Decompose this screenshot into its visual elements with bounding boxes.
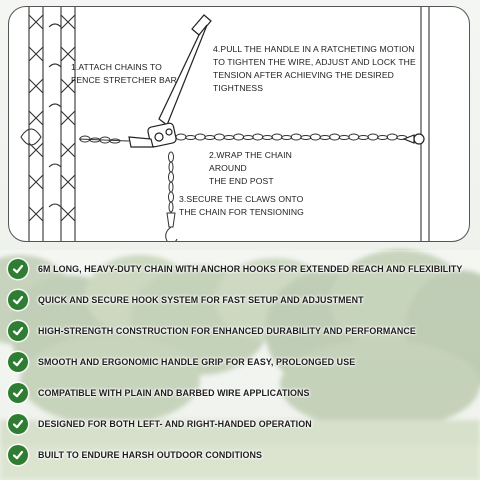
chain-link <box>243 136 253 140</box>
chain-link <box>330 134 340 140</box>
check-circle-icon <box>8 290 28 310</box>
feature-text: 6M LONG, HEAVY-DUTY CHAIN WITH ANCHOR HOOKS FOR EXTENDED REACH AND FLEXIBILITY <box>38 264 463 274</box>
instruction-diagram-card <box>8 6 470 242</box>
step-4-pull-handle: 4.PULL THE HANDLE IN A RATCHETING MOTION TO TIGHTEN THE WIRE, ADJUST AND LOCK THE TENSION AFTER ACHIEVING THE DESIRED TIGHTNESS <box>213 44 416 93</box>
step-1-attach-chains: 1.ATTACH CHAINS TO FENCE STRETCHER BAR <box>71 62 177 85</box>
check-circle-icon <box>8 383 28 403</box>
check-circle-icon <box>8 445 28 465</box>
step-2-wrap-chain: 2.WRAP THE CHAIN AROUND THE END POST <box>209 150 292 186</box>
feature-item <box>8 258 462 280</box>
feature-item <box>8 320 416 342</box>
chain-link <box>301 136 311 140</box>
chain-link <box>339 136 349 140</box>
feature-item <box>8 444 262 466</box>
chain-link <box>214 134 224 140</box>
feature-text: QUICK AND SECURE HOOK SYSTEM FOR FAST SETUP AND ADJUSTMENT <box>38 295 364 305</box>
check-circle-icon <box>8 352 28 372</box>
check-circle-icon <box>8 414 28 434</box>
feature-text: HIGH-STRENGTH CONSTRUCTION FOR ENHANCED DURABILITY AND PERFORMANCE <box>38 326 416 336</box>
check-circle-icon <box>8 259 28 279</box>
feature-text: SMOOTH AND ERGONOMIC HANDLE GRIP FOR EASY, PROLONGED USE <box>38 357 356 367</box>
step-3-secure-claws: 3.SECURE THE CLAWS ONTO THE CHAIN FOR TENSIONING <box>179 194 304 217</box>
chain-link <box>291 134 301 140</box>
chain-link <box>349 134 359 140</box>
feature-item <box>8 289 364 311</box>
chain-link <box>224 136 234 140</box>
chain-link <box>253 134 263 140</box>
feature-text: BUILT TO ENDURE HARSH OUTDOOR CONDITIONS <box>38 450 263 460</box>
chain-link <box>387 134 397 140</box>
chain-link <box>368 134 378 140</box>
feature-text: COMPATIBLE WITH PLAIN AND BARBED WIRE APPLICATIONS <box>38 388 310 398</box>
chain-link <box>272 134 282 140</box>
chain-link <box>282 136 292 140</box>
chain-link <box>195 134 205 140</box>
check-circle-icon <box>8 321 28 341</box>
chain-link <box>186 136 196 140</box>
feature-item <box>8 351 355 373</box>
chain-link <box>320 136 330 140</box>
feature-item <box>8 382 310 404</box>
chain-link <box>205 136 215 140</box>
chain-link <box>234 134 244 140</box>
chain-link <box>262 136 272 140</box>
chain-link <box>378 136 388 140</box>
feature-text: DESIGNED FOR BOTH LEFT- AND RIGHT-HANDED OPERATION <box>38 419 312 429</box>
chain-link <box>310 134 320 140</box>
chain-link <box>176 134 186 140</box>
chain-link <box>358 136 368 140</box>
feature-item <box>8 413 312 435</box>
